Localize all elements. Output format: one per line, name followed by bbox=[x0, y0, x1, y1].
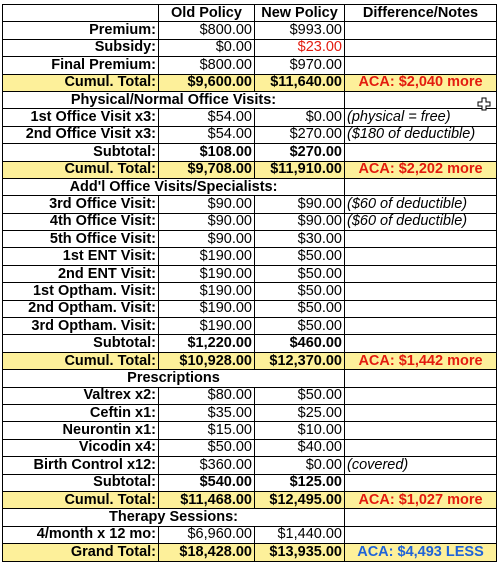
old-policy-value[interactable]: $6,960.00 bbox=[159, 526, 255, 543]
new-policy-value[interactable]: $270.00 bbox=[255, 126, 345, 143]
notes-cell[interactable] bbox=[345, 231, 497, 248]
old-policy-value[interactable]: $54.00 bbox=[159, 109, 255, 126]
table-row bbox=[3, 387, 497, 404]
old-policy-value[interactable]: $0.00 bbox=[159, 39, 255, 56]
cumulative-total-row bbox=[3, 161, 497, 178]
section-header-cell[interactable]: Therapy Sessions: bbox=[3, 509, 345, 526]
old-policy-value[interactable]: $190.00 bbox=[159, 318, 255, 335]
old-policy-value[interactable]: $360.00 bbox=[159, 457, 255, 474]
notes-cell[interactable] bbox=[345, 178, 497, 195]
row-label[interactable]: Subtotal: bbox=[3, 144, 159, 161]
old-policy-value[interactable]: $15.00 bbox=[159, 422, 255, 439]
subtotal-row bbox=[3, 335, 497, 352]
notes-cell[interactable] bbox=[345, 318, 497, 335]
notes-cell[interactable] bbox=[345, 22, 497, 39]
old-policy-value[interactable]: $800.00 bbox=[159, 57, 255, 74]
section-header-cell[interactable]: Prescriptions bbox=[3, 370, 345, 387]
header-row bbox=[3, 5, 497, 22]
new-policy-value[interactable]: $90.00 bbox=[255, 213, 345, 230]
difference-cell[interactable]: ACA: $1,442 more bbox=[345, 352, 497, 369]
table-row bbox=[3, 196, 497, 213]
row-label[interactable]: 2nd ENT Visit: bbox=[3, 265, 159, 282]
table-row bbox=[3, 422, 497, 439]
difference-cell[interactable]: ACA: $2,040 more bbox=[345, 74, 497, 91]
notes-cell[interactable] bbox=[345, 422, 497, 439]
row-label[interactable]: Cumul. Total: bbox=[3, 352, 159, 369]
table-row bbox=[3, 126, 497, 143]
table-row bbox=[3, 300, 497, 317]
row-label[interactable]: Cumul. Total: bbox=[3, 161, 159, 178]
old-policy-value[interactable]: $9,600.00 bbox=[159, 74, 255, 91]
notes-cell[interactable]: (covered) bbox=[345, 457, 497, 474]
header-new-policy[interactable]: New Policy bbox=[255, 5, 345, 22]
old-policy-value[interactable]: $80.00 bbox=[159, 387, 255, 404]
notes-cell[interactable] bbox=[345, 439, 497, 456]
old-policy-value[interactable]: $1,220.00 bbox=[159, 335, 255, 352]
old-policy-value[interactable]: $540.00 bbox=[159, 474, 255, 491]
new-policy-value[interactable]: $11,640.00 bbox=[255, 74, 345, 91]
header-cell-empty[interactable] bbox=[3, 5, 159, 22]
row-label[interactable]: 3rd Optham. Visit: bbox=[3, 318, 159, 335]
notes-cell[interactable] bbox=[345, 474, 497, 491]
section-header-cell[interactable]: Add'l Office Visits/Specialists: bbox=[3, 178, 345, 195]
old-policy-value[interactable]: $35.00 bbox=[159, 404, 255, 421]
row-label[interactable]: 2nd Office Visit x3: bbox=[3, 126, 159, 143]
row-label[interactable]: 2nd Optham. Visit: bbox=[3, 300, 159, 317]
row-label[interactable]: Valtrex x2: bbox=[3, 387, 159, 404]
section-header-row bbox=[3, 178, 497, 195]
grand-total-row bbox=[3, 544, 497, 561]
new-policy-value[interactable]: $50.00 bbox=[255, 318, 345, 335]
new-policy-value[interactable]: $13,935.00 bbox=[255, 544, 345, 561]
new-policy-value[interactable]: $270.00 bbox=[255, 144, 345, 161]
notes-cell[interactable] bbox=[345, 370, 497, 387]
cell-cursor-icon bbox=[477, 97, 491, 111]
table-row bbox=[3, 265, 497, 282]
new-policy-value[interactable]: $11,910.00 bbox=[255, 161, 345, 178]
notes-cell[interactable] bbox=[345, 91, 497, 108]
row-label[interactable]: Premium: bbox=[3, 22, 159, 39]
new-policy-value[interactable]: $50.00 bbox=[255, 248, 345, 265]
row-label[interactable]: Subtotal: bbox=[3, 335, 159, 352]
row-label[interactable]: Vicodin x4: bbox=[3, 439, 159, 456]
new-policy-value[interactable]: $30.00 bbox=[255, 231, 345, 248]
old-policy-value[interactable]: $50.00 bbox=[159, 439, 255, 456]
notes-cell[interactable] bbox=[345, 300, 497, 317]
table-row bbox=[3, 231, 497, 248]
table-row bbox=[3, 39, 497, 56]
row-label[interactable]: Neurontin x1: bbox=[3, 422, 159, 439]
table-row bbox=[3, 57, 497, 74]
old-policy-value[interactable]: $108.00 bbox=[159, 144, 255, 161]
new-policy-value[interactable]: $12,370.00 bbox=[255, 352, 345, 369]
row-label[interactable]: Cumul. Total: bbox=[3, 74, 159, 91]
row-label[interactable]: Ceftin x1: bbox=[3, 404, 159, 421]
row-label[interactable]: 1st Office Visit x3: bbox=[3, 109, 159, 126]
old-policy-value[interactable]: $190.00 bbox=[159, 265, 255, 282]
table-row bbox=[3, 283, 497, 300]
notes-cell[interactable]: (physical = free) bbox=[345, 109, 497, 126]
new-policy-value[interactable]: $460.00 bbox=[255, 335, 345, 352]
row-label[interactable]: Subtotal: bbox=[3, 474, 159, 491]
old-policy-value[interactable]: $190.00 bbox=[159, 283, 255, 300]
row-label[interactable]: Final Premium: bbox=[3, 57, 159, 74]
new-policy-value[interactable]: $90.00 bbox=[255, 196, 345, 213]
row-label[interactable]: Birth Control x12: bbox=[3, 457, 159, 474]
notes-cell[interactable] bbox=[345, 526, 497, 543]
new-policy-value[interactable]: $50.00 bbox=[255, 283, 345, 300]
table-row bbox=[3, 22, 497, 39]
old-policy-value[interactable]: $9,708.00 bbox=[159, 161, 255, 178]
policy-comparison-table bbox=[2, 4, 497, 562]
notes-cell[interactable] bbox=[345, 283, 497, 300]
old-policy-value[interactable]: $90.00 bbox=[159, 196, 255, 213]
notes-cell[interactable] bbox=[345, 144, 497, 161]
notes-cell[interactable] bbox=[345, 335, 497, 352]
table-row bbox=[3, 213, 497, 230]
row-label[interactable]: 1st ENT Visit: bbox=[3, 248, 159, 265]
section-header-row bbox=[3, 509, 497, 526]
old-policy-value[interactable]: $190.00 bbox=[159, 248, 255, 265]
new-policy-value[interactable]: $970.00 bbox=[255, 57, 345, 74]
subtotal-row bbox=[3, 144, 497, 161]
row-label[interactable]: Subsidy: bbox=[3, 39, 159, 56]
notes-cell[interactable] bbox=[345, 39, 497, 56]
section-header-row bbox=[3, 91, 497, 108]
notes-cell[interactable] bbox=[345, 57, 497, 74]
row-label[interactable]: Cumul. Total: bbox=[3, 491, 159, 508]
new-policy-value[interactable]: $993.00 bbox=[255, 22, 345, 39]
section-header-row bbox=[3, 370, 497, 387]
row-label[interactable]: 1st Optham. Visit: bbox=[3, 283, 159, 300]
old-policy-value[interactable]: $90.00 bbox=[159, 231, 255, 248]
new-policy-value[interactable]: $0.00 bbox=[255, 457, 345, 474]
notes-cell[interactable] bbox=[345, 509, 497, 526]
new-policy-value[interactable]: $0.00 bbox=[255, 109, 345, 126]
difference-cell[interactable]: ACA: $1,027 more bbox=[345, 491, 497, 508]
subtotal-row bbox=[3, 474, 497, 491]
difference-cell[interactable]: ACA: $4,493 LESS bbox=[345, 544, 497, 561]
table-row bbox=[3, 109, 497, 126]
old-policy-value[interactable]: $18,428.00 bbox=[159, 544, 255, 561]
old-policy-value[interactable]: $190.00 bbox=[159, 300, 255, 317]
notes-cell[interactable] bbox=[345, 265, 497, 282]
table-row bbox=[3, 526, 497, 543]
new-policy-value[interactable]: $1,440.00 bbox=[255, 526, 345, 543]
table-row bbox=[3, 318, 497, 335]
old-policy-value[interactable]: $11,468.00 bbox=[159, 491, 255, 508]
old-policy-value[interactable]: $54.00 bbox=[159, 126, 255, 143]
old-policy-value[interactable]: $10,928.00 bbox=[159, 352, 255, 369]
cumulative-total-row bbox=[3, 352, 497, 369]
new-policy-value[interactable]: $12,495.00 bbox=[255, 491, 345, 508]
new-policy-value[interactable]: $50.00 bbox=[255, 300, 345, 317]
new-policy-value[interactable]: $10.00 bbox=[255, 422, 345, 439]
cumulative-total-row bbox=[3, 491, 497, 508]
new-policy-value[interactable]: $50.00 bbox=[255, 387, 345, 404]
new-policy-value[interactable]: $25.00 bbox=[255, 404, 345, 421]
old-policy-value[interactable]: $800.00 bbox=[159, 22, 255, 39]
notes-cell[interactable] bbox=[345, 387, 497, 404]
row-label[interactable]: 5th Office Visit: bbox=[3, 231, 159, 248]
row-label[interactable]: 4/month x 12 mo: bbox=[3, 526, 159, 543]
header-old-policy[interactable]: Old Policy bbox=[159, 5, 255, 22]
table-row bbox=[3, 439, 497, 456]
row-label[interactable]: 3rd Office Visit: bbox=[3, 196, 159, 213]
new-policy-value[interactable]: $40.00 bbox=[255, 439, 345, 456]
row-label[interactable]: 4th Office Visit: bbox=[3, 213, 159, 230]
new-policy-value[interactable]: $50.00 bbox=[255, 265, 345, 282]
notes-cell[interactable]: ($60 of deductible) bbox=[345, 213, 497, 230]
table-row bbox=[3, 404, 497, 421]
header-difference-notes[interactable]: Difference/Notes bbox=[345, 5, 497, 22]
difference-cell[interactable]: ACA: $2,202 more bbox=[345, 161, 497, 178]
row-label[interactable]: Grand Total: bbox=[3, 544, 159, 561]
section-header-cell[interactable]: Physical/Normal Office Visits: bbox=[3, 91, 345, 108]
table-row bbox=[3, 248, 497, 265]
notes-cell[interactable] bbox=[345, 248, 497, 265]
new-policy-value[interactable]: $125.00 bbox=[255, 474, 345, 491]
cumulative-total-row bbox=[3, 74, 497, 91]
old-policy-value[interactable]: $90.00 bbox=[159, 213, 255, 230]
notes-cell[interactable] bbox=[345, 404, 497, 421]
new-policy-value[interactable]: $23.00 bbox=[255, 39, 345, 56]
notes-cell[interactable]: ($180 of deductible) bbox=[345, 126, 497, 143]
notes-cell[interactable]: ($60 of deductible) bbox=[345, 196, 497, 213]
table-row bbox=[3, 457, 497, 474]
